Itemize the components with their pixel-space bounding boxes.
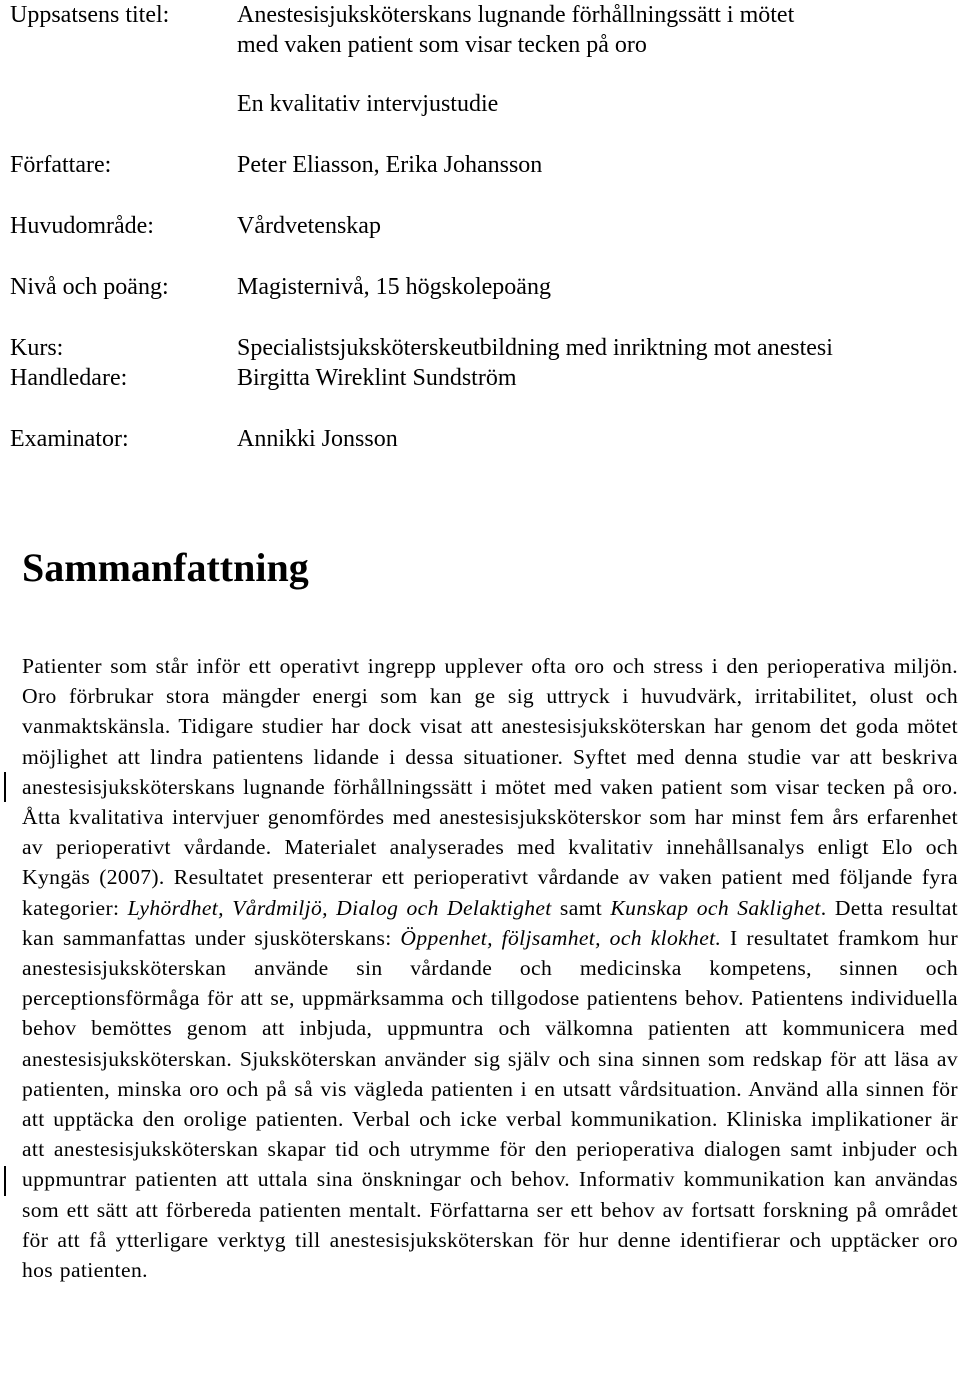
level-value: Magisternivå, 15 högskolepoäng bbox=[237, 274, 551, 300]
summary-text: Patienter som står inför ett operativt ingrepp upplever ofta oro och stress i den perioperativa miljön. Oro förbrukar stora mängder energi som kan ge sig uttryck i huvudvärk, irritabilitet, olust och vanmaktskänsla. Tidigare studier har dock visat att anestesisjuksköterskan har genom det goda mötet möjlighet att lindra patientens lidande i dessa situationer. Syftet med denna studie var att beskriva anestesisjuksköterskans lugnande förhållningssätt i mötet med vaken patient som visar tecken på oro. Åtta kvalitativa intervjuer genomfördes med anestesisjuksköterskor som har minst fem års erfarenhet av perioperativt vårdande. Materialet analyserades med kvalitativ innehållsanalys enligt Elo och Kyngäs (2007). Resultatet presenterar ett perioperativt vårdande av vaken patient med följande fyra kategorier: bbox=[22, 654, 958, 920]
course-label: Kurs: bbox=[10, 335, 64, 361]
supervisor-label: Handledare: bbox=[10, 365, 128, 391]
summary-keywords: Öppenhet, följsamhet, och klokhet. bbox=[400, 925, 722, 950]
course-value: Specialistsjuksköterskeutbildning med inriktning mot anestesi bbox=[237, 335, 833, 361]
examiner-label: Examinator: bbox=[10, 426, 129, 452]
level-label: Nivå och poäng: bbox=[10, 274, 169, 300]
summary-text: I resultatet framkom hur anestesisjuksköterskan använde sin vårdande och medicinska kompetens, sinnen och perceptionsförmåga för att se, uppmärksamma och tillgodose patientens behov. Patientens individuella behov bemöttes genom att inbjuda, uppmuntra och välkomna patienten att kommunicera med anestesisjuksköterskan. Sjuksköterskan använder sig själv och sina sinnen som redskap för att läsa av patienten, minska oro och på så vis vägleda patienten i en utsatt vårdsituation. bbox=[22, 925, 958, 1101]
summary-text: . Detta resultat kan sammanfattas under sjusköterskans: bbox=[22, 895, 958, 950]
authors-label: Författare: bbox=[10, 152, 112, 178]
subject-label: Huvudområde: bbox=[10, 213, 154, 239]
revision-bar bbox=[4, 1166, 6, 1196]
summary-paragraph bbox=[22, 651, 958, 1285]
summary-heading: Sammanfattning bbox=[22, 545, 309, 590]
title-value-line2: med vaken patient som visar tecken på oro bbox=[237, 32, 647, 58]
summary-text: samt bbox=[551, 895, 611, 920]
title-label: Uppsatsens titel: bbox=[10, 2, 170, 28]
category-list: Kunskap och Saklighet bbox=[610, 895, 821, 920]
supervisor-value: Birgitta Wireklint Sundström bbox=[237, 365, 517, 391]
revision-bar bbox=[4, 772, 6, 802]
examiner-value: Annikki Jonsson bbox=[237, 426, 398, 452]
summary-text: Använd alla sinnen för att upptäcka den orolige patienten. Verbal och icke verbal kommunikation. Kliniska implikationer är att anestesisjuksköterskan skapar tid och utrymme för den perioperativa dialogen samt inbjuder och uppmuntrar patienten att uttala sina önskningar och behov. Informativ kommunikation kan användas som ett sätt att förbereda patienten mentalt. Författarna ser ett behov av fortsatt forskning på området för att få ytterligare verktyg till anestesisjuksköterskan för hur denne identifierar och upptäcker oro hos patienten. bbox=[22, 1076, 958, 1283]
category-list: Lyhördhet, Vårdmiljö, Dialog och Delaktighet bbox=[127, 895, 552, 920]
subtitle: En kvalitativ intervjustudie bbox=[237, 91, 499, 117]
title-value-line1: Anestesisjuksköterskans lugnande förhållningssätt i mötet bbox=[237, 2, 795, 28]
authors-value: Peter Eliasson, Erika Johansson bbox=[237, 152, 543, 178]
subject-value: Vårdvetenskap bbox=[237, 213, 381, 239]
